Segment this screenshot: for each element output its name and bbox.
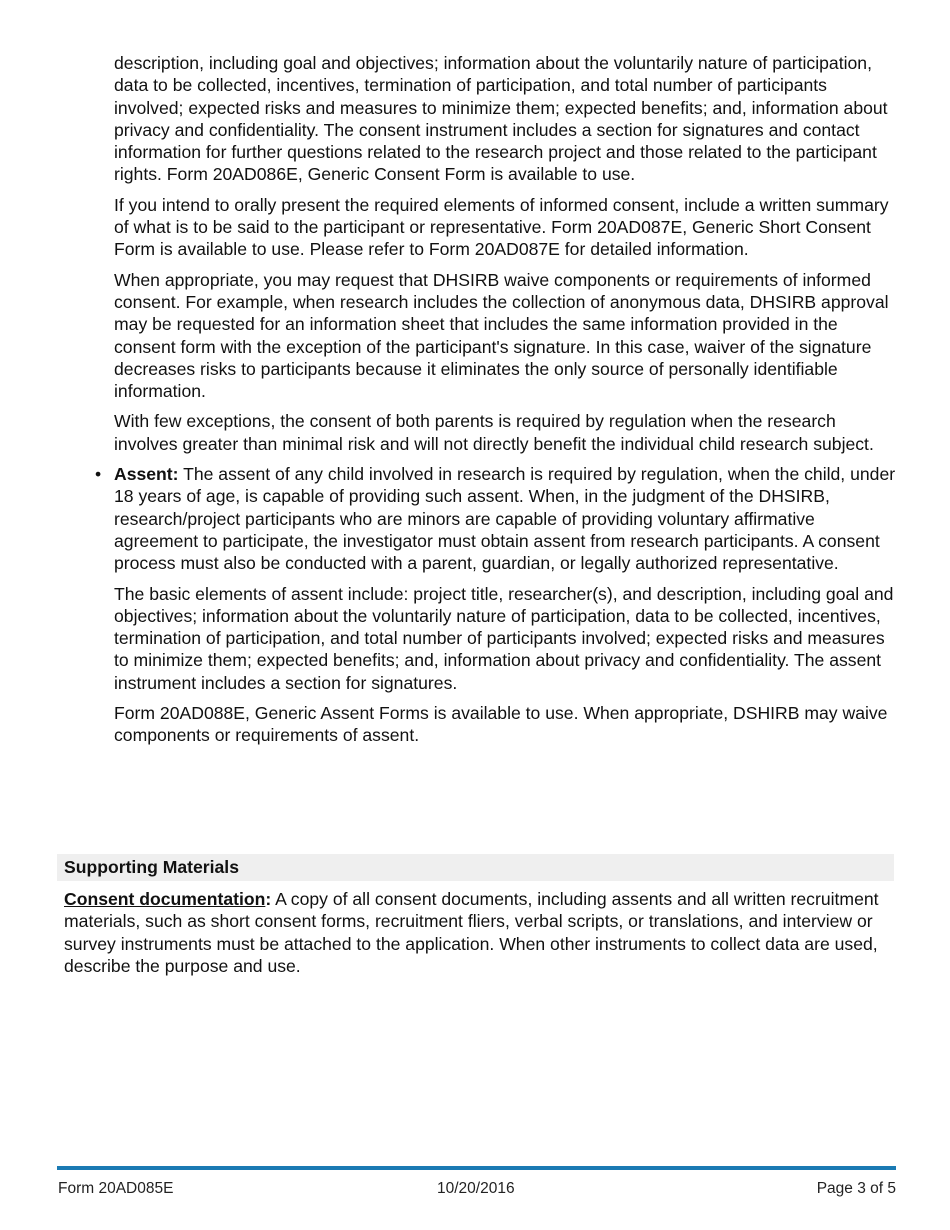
footer-rule [57,1166,896,1170]
consent-paragraph-1: description, including goal and objectives; information about the voluntarily nature of participation, data to be collected, incentives, termination of participation, and total number of participants involved; expected risks and measures to minimize them; expected benefits; and, information about privacy and confidentiality. The consent instrument includes a section for signatures and contact information for further questions related to the research project and those related to the participant rights. Form 20AD086E, Generic Consent Form is available to use. [114,53,888,185]
label-colon: : [265,889,272,909]
section-heading: Supporting Materials [64,857,239,877]
assent-paragraph-1 [114,463,900,574]
consent-paragraph-4: With few exceptions, the consent of both parents is required by regulation when the research involves greater than minimal risk and will not directly benefit the individual child research subject. [114,411,874,454]
assent-paragraph-1-text: The assent of any child involved in research is required by regulation, when the child, under 18 years of age, is capable of providing such assent. When, in the judgment of the DHSIRB, research/project participants who are minors are capable of providing voluntary affirmative agreement to participate, the investigator must obtain assent from research participants. A consent process must also be conducted with a parent, guardian, or legally authorized representative. [114,464,896,574]
assent-label: Assent: [114,464,179,485]
consent-paragraph-3: When appropriate, you may request that DHSIRB waive components or requirements of informed consent. For example, when research includes the collection of anonymous data, DHSIRB approval may be requested for an information sheet that includes the same information provided in the consent form with the exception of the participant's signature. In this case, waiver of the signature decreases risks to participants because it eliminates the only source of personally identifiable information. [114,269,889,402]
consent-section [95,52,900,755]
assent-bullet-item [95,463,900,574]
footer-page-number: Page 3 of 5 [816,1180,896,1197]
bullet-glyph: • [95,464,102,485]
consent-documentation-paragraph [64,888,894,977]
footer-date: 10/20/2016 [437,1180,515,1197]
consent-documentation-text: A copy of all consent documents, including assents and all written recruitment materials, such as short consent forms, recruitment fliers, verbal scripts, or translations, and interview or survey instruments must be attached to the application. When other instruments to collect data are used, describe the purpose and use. [64,889,879,976]
assent-paragraph-3: Form 20AD088E, Generic Assent Forms is available to use. When appropriate, DSHIRB may waive components or requirements of assent. [114,703,888,746]
consent-documentation-term: Consent documentation [64,889,266,909]
supporting-materials-body [64,888,894,985]
section-header-supporting-materials [57,854,894,881]
consent-paragraph-2: If you intend to orally present the required elements of informed consent, include a written summary of what is to be said to the participant or representative. Form 20AD087E, Generic Short Consent Form is available to use. Please refer to Form 20AD087E for detailed information. [114,194,889,260]
assent-paragraph-2: The basic elements of assent include: project title, researcher(s), and description, including goal and objectives; information about the voluntarily nature of participation, data to be collected, incentives, termination of participation, and total number of participants involved; expected risks and measures to minimize them; expected benefits; and, information about privacy and confidentiality. The assent instrument includes a section for signatures. [114,583,894,693]
consent-documentation-label [64,889,271,909]
footer-form-number: Form 20AD085E [58,1180,174,1197]
